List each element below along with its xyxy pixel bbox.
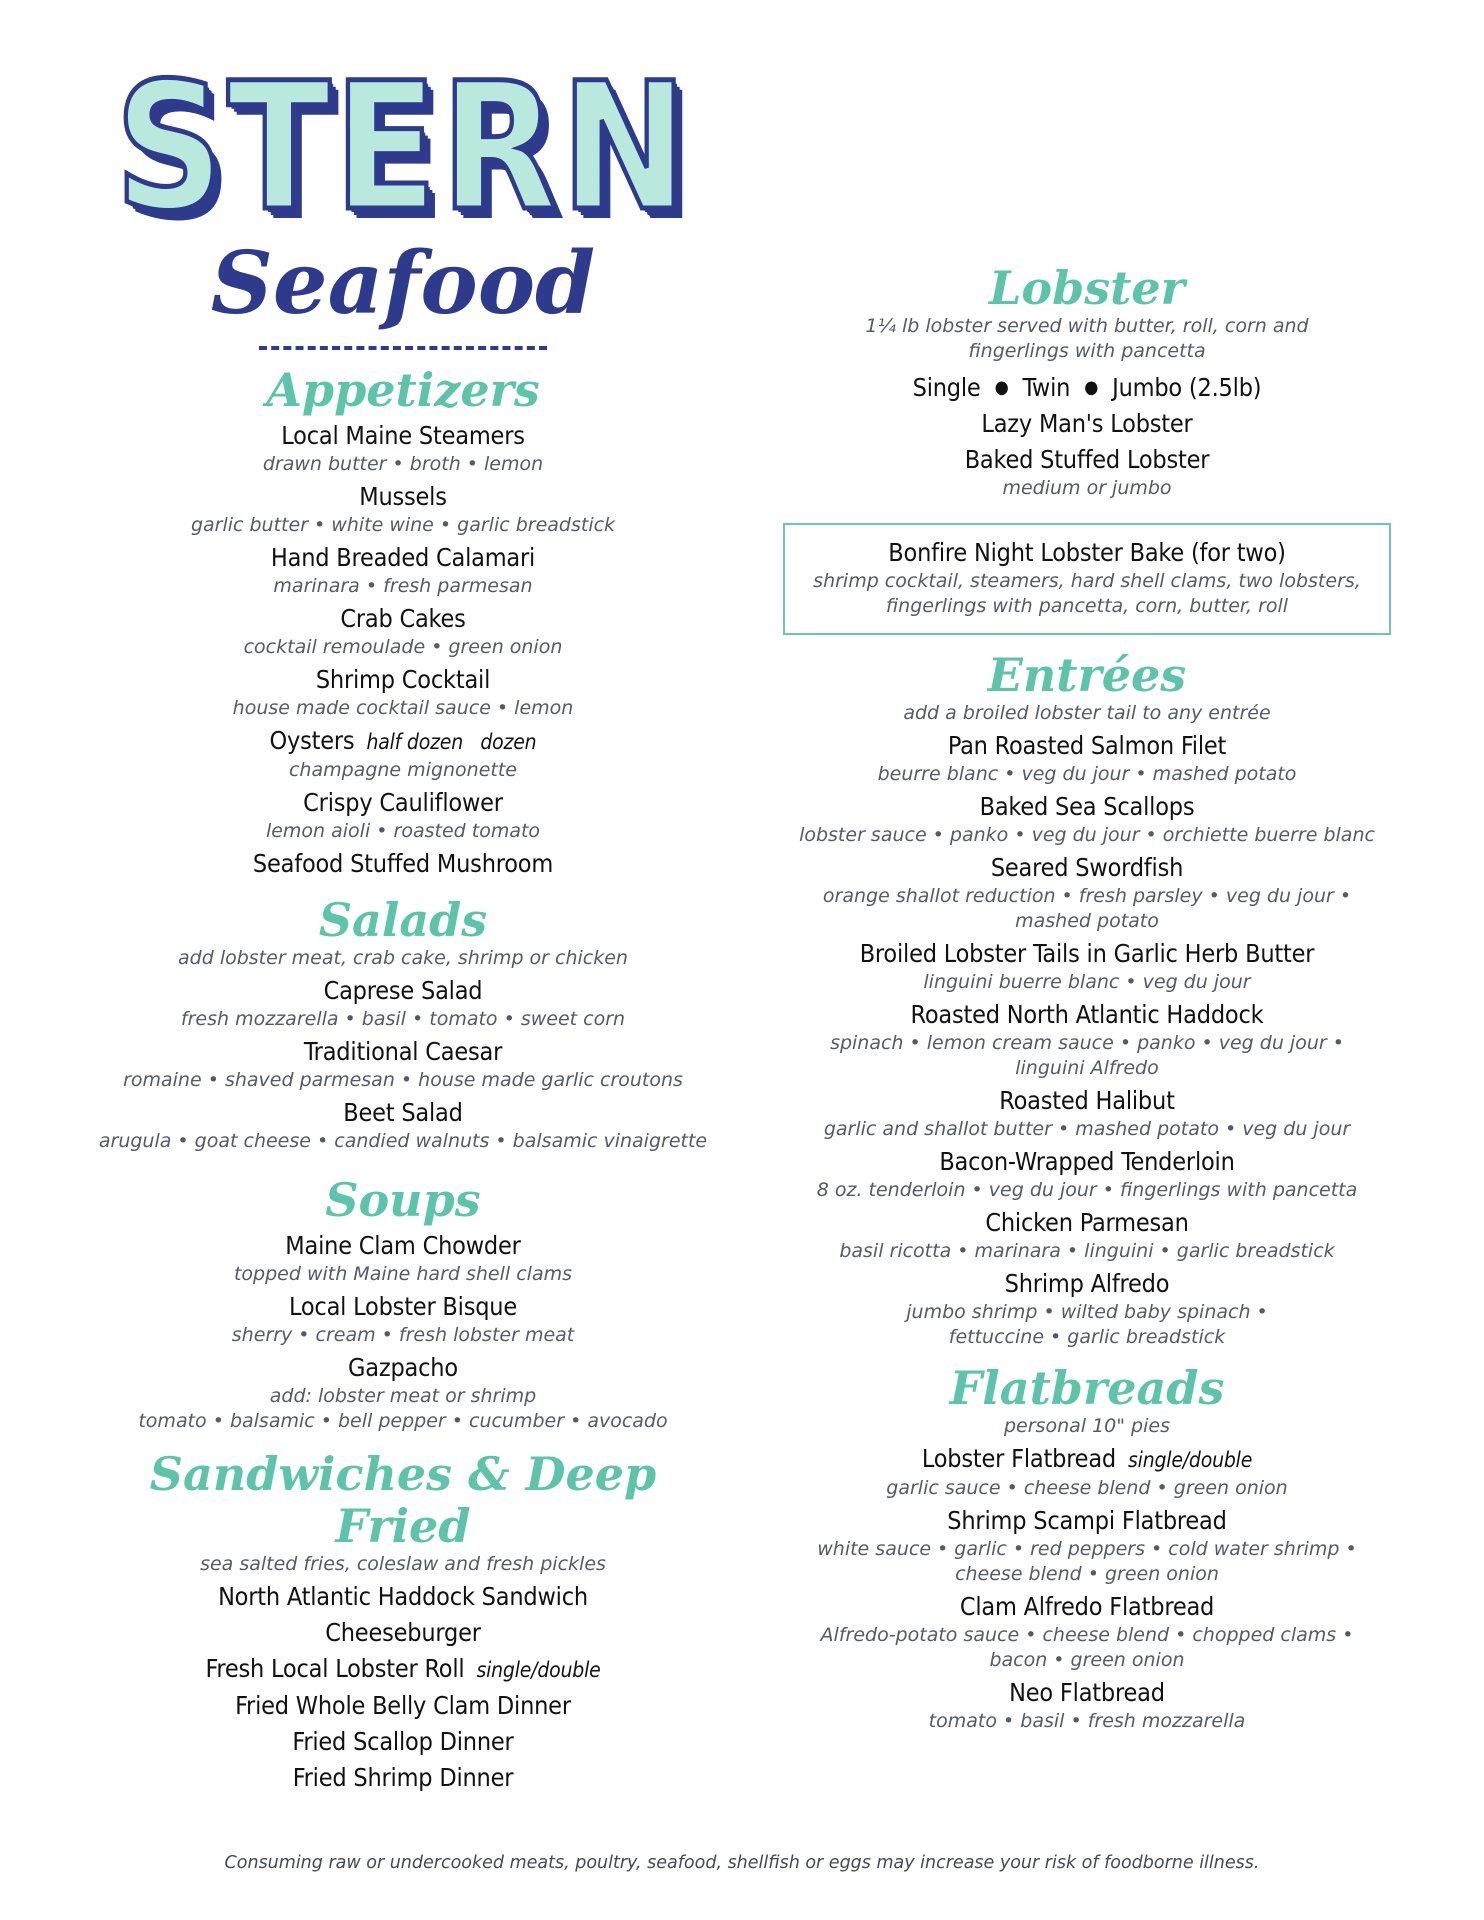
menu-item xyxy=(325,1617,481,1649)
menu-item-name xyxy=(304,1036,502,1068)
menu-item-name-text: Fresh Local Lobster Roll xyxy=(205,1654,465,1683)
menu-item-options: half dozen dozen xyxy=(366,730,537,754)
salads-title: Salads xyxy=(318,893,488,947)
menu-item-name xyxy=(271,542,535,574)
menu-item-name xyxy=(324,975,483,1007)
menu-item xyxy=(799,791,1375,848)
menu-item-description: garlic sauce • cheese blend • green onion xyxy=(886,1477,1288,1499)
menu-item-name-text: Baked Sea Scallops xyxy=(979,792,1195,821)
menu-item xyxy=(839,1207,1334,1264)
menu-item-name-text: Beet Salad xyxy=(343,1098,463,1127)
menu-item-name xyxy=(947,1505,1226,1537)
menu-item-description: sherry • cream • fresh lobster meat xyxy=(231,1324,575,1346)
menu-item xyxy=(823,852,1351,934)
menu-item-name xyxy=(253,848,553,880)
menu-item-name-text: Seafood Stuffed Mushroom xyxy=(252,849,554,878)
menu-item-description: mashed potato xyxy=(1015,910,1159,932)
menu-item xyxy=(218,1581,588,1613)
flatbreads-title: Flatbreads xyxy=(949,1361,1225,1415)
menu-item-name xyxy=(293,1762,514,1794)
menu-item xyxy=(99,1097,707,1154)
menu-item-name xyxy=(359,481,447,513)
featured-item-desc-line1: shrimp cocktail, steamers, hard shell clams, two lobsters, xyxy=(813,570,1361,592)
menu-item-description: lemon aioli • roasted tomato xyxy=(265,820,541,842)
lobster-size-jumbo: Jumbo (2.5lb) xyxy=(1112,373,1262,402)
menu-item-name-text: Seared Swordfish xyxy=(990,853,1184,882)
menu-item xyxy=(138,1352,667,1434)
menu-item-name xyxy=(960,1591,1214,1623)
right-column xyxy=(770,262,1404,1734)
menu-item-name-text: Clam Alfredo Flatbread xyxy=(959,1592,1215,1621)
food-safety-disclaimer: Consuming raw or undercooked meats, poultry, seafood, shellfish or eggs may increase your risk of foodborne illness. xyxy=(224,1853,1260,1873)
menu-item-name xyxy=(860,938,1315,970)
menu-item-name xyxy=(922,1443,1252,1476)
menu-item xyxy=(860,938,1315,995)
menu-item-name-text: Fried Scallop Dinner xyxy=(292,1727,514,1756)
menu-item-description: 8 oz. tenderloin • veg du jour • fingerlings with pancetta xyxy=(816,1179,1358,1201)
menu-item xyxy=(181,975,625,1032)
salads-list xyxy=(99,971,707,1154)
menu-item-description: romaine • shaved parmesan • house made garlic croutons xyxy=(123,1069,683,1091)
menu-item-options: single/double xyxy=(1128,1448,1253,1472)
sandwiches-list xyxy=(205,1577,600,1794)
menu-item-name xyxy=(980,791,1195,823)
menu-item-description: add: lobster meat or shrimp xyxy=(269,1385,537,1407)
menu-item-name xyxy=(292,1726,513,1758)
menu-item xyxy=(292,1726,513,1758)
menu-item-name-text: Roasted North Atlantic Haddock xyxy=(910,1000,1264,1029)
menu-item-description: fettuccine • garlic breadstick xyxy=(948,1326,1226,1348)
menu-item-name xyxy=(281,420,525,452)
menu-item-name-text: Local Lobster Bisque xyxy=(288,1292,518,1321)
appetizers-list xyxy=(191,416,615,880)
menu-item-name-text: Lazy Man's Lobster xyxy=(981,409,1193,438)
lobster-list xyxy=(965,404,1210,501)
menu-item-name xyxy=(303,787,503,819)
menu-item xyxy=(817,1146,1358,1203)
menu-item-name xyxy=(348,1352,458,1384)
bullet-icon: ● xyxy=(994,377,1009,398)
menu-item xyxy=(830,999,1344,1081)
soups-list xyxy=(138,1226,667,1434)
menu-item xyxy=(191,481,615,538)
featured-item-desc-line2: fingerlings with pancetta, corn, butter, roll xyxy=(885,595,1289,617)
menu-item-name-text: Shrimp Alfredo xyxy=(1004,1269,1170,1298)
menu-item-name-text: Traditional Caesar xyxy=(303,1037,503,1066)
soups-title: Soups xyxy=(325,1173,481,1227)
menu-item-name xyxy=(965,444,1210,476)
salads-note: add lobster meat, crab cake, shrimp or chicken xyxy=(178,947,628,969)
menu-item-description: cheese blend • green onion xyxy=(955,1563,1219,1585)
menu-item xyxy=(253,848,553,880)
menu-item-description: linguini Alfredo xyxy=(1015,1057,1159,1079)
menu-item-name-text: Chicken Parmesan xyxy=(985,1208,1189,1237)
menu-item xyxy=(235,1690,571,1722)
menu-item xyxy=(271,542,535,599)
menu-item xyxy=(929,1677,1246,1734)
bullet-icon: ● xyxy=(1084,377,1099,398)
menu-item-name xyxy=(1005,1268,1170,1300)
menu-item xyxy=(263,420,543,477)
logo-divider xyxy=(259,346,547,350)
menu-item-name xyxy=(325,1617,481,1649)
menu-item-description: topped with Maine hard shell clams xyxy=(233,1263,572,1285)
menu-item-description: linguini buerre blanc • veg du jour xyxy=(923,971,1251,993)
menu-item-name xyxy=(289,1291,517,1323)
menu-item xyxy=(266,787,540,844)
menu-item-description: garlic butter • white wine • garlic breadstick xyxy=(190,514,616,536)
menu-item-description: tomato • balsamic • bell pepper • cucumber • avocado xyxy=(138,1410,668,1432)
menu-item-name-text: Caprese Salad xyxy=(323,976,483,1005)
menu-item-name-text: Local Maine Steamers xyxy=(281,421,525,450)
menu-item-name xyxy=(285,1230,520,1262)
lobster-sizes xyxy=(913,372,1262,404)
featured-item-name: Bonfire Night Lobster Bake (for two) xyxy=(888,538,1286,567)
menu-item-options: single/double xyxy=(476,1658,601,1682)
menu-item-name xyxy=(948,730,1226,762)
flatbreads-note: personal 10" pies xyxy=(1004,1415,1170,1437)
menu-item-description: lobster sauce • panko • veg du jour • orchiette buerre blanc xyxy=(799,824,1375,846)
menu-item xyxy=(878,730,1297,787)
featured-lobster-bake-box xyxy=(783,523,1391,635)
menu-item-name-text: Shrimp Scampi Flatbread xyxy=(947,1506,1227,1535)
menu-item-name-text: North Atlantic Haddock Sandwich xyxy=(218,1582,588,1611)
menu-item xyxy=(233,664,574,721)
lobster-size-twin: Twin xyxy=(1022,373,1071,402)
menu-item-name xyxy=(985,1207,1188,1239)
menu-item-description: house made cocktail sauce • lemon xyxy=(232,697,574,719)
menu-item-description: fresh mozzarella • basil • tomato • sweet corn xyxy=(180,1008,626,1030)
menu-item-description: drawn butter • broth • lemon xyxy=(262,453,544,475)
menu-item-name-text: Roasted Halibut xyxy=(999,1086,1175,1115)
menu-item-description: bacon • green onion xyxy=(989,1649,1185,1671)
stern-seafood-logo xyxy=(80,45,726,350)
menu-item-name xyxy=(981,408,1192,440)
menu-item-name xyxy=(235,1690,571,1722)
menu-item-name xyxy=(1009,1677,1165,1709)
menu-item-name xyxy=(316,664,490,696)
menu-item-description: tomato • basil • fresh mozzarella xyxy=(928,1710,1246,1732)
menu-item-name-text: Fried Whole Belly Clam Dinner xyxy=(235,1691,571,1720)
menu-item-description: medium or jumbo xyxy=(1002,477,1172,499)
menu-item xyxy=(205,1653,600,1686)
lobster-note-line1: 1¼ lb lobster served with butter, roll, corn and xyxy=(865,315,1309,337)
menu-item xyxy=(293,1762,514,1794)
menu-item-name-text: Broiled Lobster Tails in Garlic Herb Butter xyxy=(859,939,1315,968)
menu-item-description: orange shallot reduction • fresh parsley • veg du jour • xyxy=(822,885,1352,907)
menu-item xyxy=(270,725,537,783)
menu-item-description: marinara • fresh parmesan xyxy=(273,575,533,597)
flatbreads-list xyxy=(817,1439,1356,1734)
menu-item xyxy=(244,603,563,660)
menu-item-name xyxy=(939,1146,1234,1178)
menu-item-name xyxy=(991,852,1183,884)
menu-item-name xyxy=(205,1653,600,1686)
lobster-size-single: Single xyxy=(912,373,981,402)
menu-item xyxy=(232,1291,574,1348)
menu-item xyxy=(981,408,1192,440)
menu-item-name-text: Crispy Cauliflower xyxy=(303,788,503,817)
menu-item-description: arugula • goat cheese • candied walnuts • balsamic vinaigrette xyxy=(98,1130,708,1152)
entrees-list xyxy=(799,726,1375,1350)
menu-item xyxy=(906,1268,1267,1350)
menu-item-description: jumbo shrimp • wilted baby spinach • xyxy=(906,1301,1268,1323)
menu-item-name-text: Lobster Flatbread xyxy=(921,1444,1116,1473)
menu-item-name-text: Neo Flatbread xyxy=(1009,1678,1165,1707)
menu-item-description: white sauce • garlic • red peppers • cold water shrimp • xyxy=(817,1538,1357,1560)
menu-item xyxy=(234,1230,572,1287)
menu-item xyxy=(824,1085,1350,1142)
menu-item-description: cocktail remoulade • green onion xyxy=(243,636,563,658)
menu-item xyxy=(821,1591,1354,1673)
menu-item-name-text: Cheeseburger xyxy=(325,1618,481,1647)
sandwiches-title: Sandwiches & Deep Fried xyxy=(149,1447,657,1553)
menu-item-name-text: Mussels xyxy=(359,482,447,511)
menu-item-description: beurre blanc • veg du jour • mashed potato xyxy=(877,763,1297,785)
menu-item-name-text: Crab Cakes xyxy=(340,604,466,633)
menu-item-description: basil ricotta • marinara • linguini • garlic breadstick xyxy=(839,1240,1335,1262)
menu-item-description: spinach • lemon cream sauce • panko • veg du jour • xyxy=(830,1032,1344,1054)
menu-item-name-text: Gazpacho xyxy=(348,1353,458,1382)
menu-item xyxy=(817,1505,1356,1587)
lobster-note-line2: fingerlings with pancetta xyxy=(968,340,1206,362)
logo-stern: STERN xyxy=(114,45,692,250)
menu-item-name xyxy=(911,999,1264,1031)
menu-item-name-text: Hand Breaded Calamari xyxy=(270,543,536,572)
menu-item-name-text: Pan Roasted Salmon Filet xyxy=(947,731,1227,760)
menu-item-name-text: Maine Clam Chowder xyxy=(285,1231,521,1260)
appetizers-title: Appetizers xyxy=(266,363,540,417)
menu-item-name xyxy=(218,1581,588,1613)
entrees-note: add a broiled lobster tail to any entrée xyxy=(903,702,1271,724)
menu-item-name-text: Bacon-Wrapped Tenderloin xyxy=(939,1147,1235,1176)
menu-item-name-text: Shrimp Cocktail xyxy=(315,665,491,694)
menu-item-name xyxy=(340,603,465,635)
logo-seafood: Seafood xyxy=(210,233,596,334)
menu-item-description: garlic and shallot butter • mashed potato • veg du jour xyxy=(823,1118,1351,1140)
menu-item-name xyxy=(270,725,537,758)
menu-item xyxy=(123,1036,683,1093)
menu-item-name xyxy=(343,1097,462,1129)
sandwiches-note: sea salted fries, coleslaw and fresh pickles xyxy=(200,1553,606,1575)
menu-item-description: champagne mignonette xyxy=(288,759,517,781)
menu-item-name-text: Oysters xyxy=(269,726,355,755)
entrees-title: Entrées xyxy=(987,648,1187,702)
menu-item-name-text: Fried Shrimp Dinner xyxy=(292,1763,514,1792)
left-column xyxy=(80,45,726,1794)
menu-item-description: Alfredo-potato sauce • cheese blend • chopped clams • xyxy=(820,1624,1354,1646)
menu-item-name-text: Baked Stuffed Lobster xyxy=(964,445,1210,474)
menu-item xyxy=(886,1443,1287,1501)
menu-item-name xyxy=(999,1085,1174,1117)
lobster-title: Lobster xyxy=(989,261,1185,315)
menu-item xyxy=(965,444,1210,501)
